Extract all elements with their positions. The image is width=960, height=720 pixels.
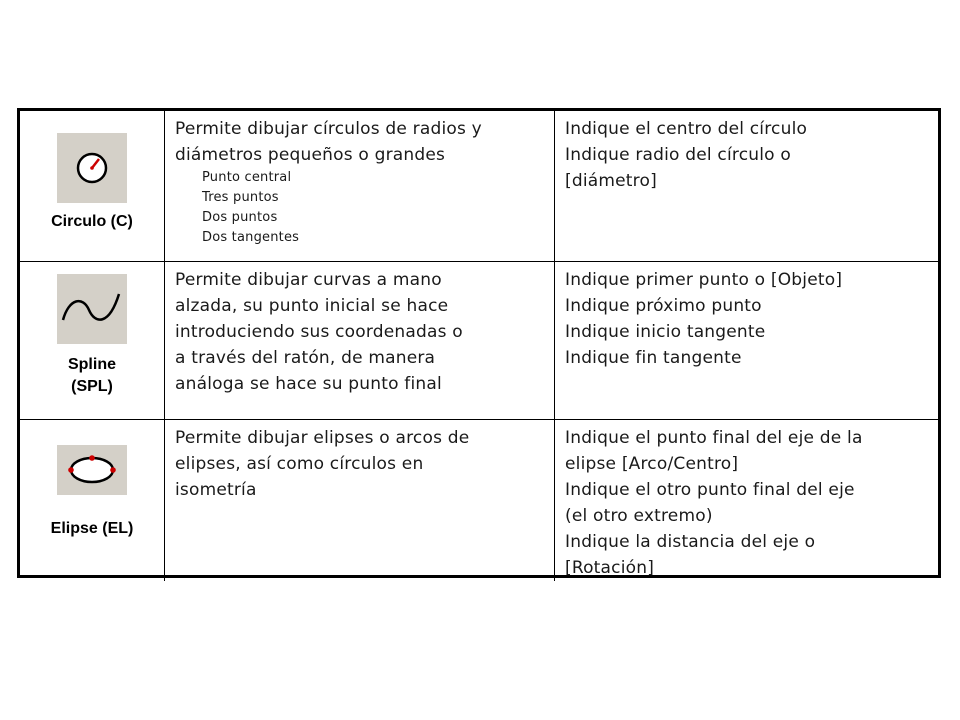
list-item: Tres puntos xyxy=(202,190,279,205)
tool-label-circle: Circulo (C) xyxy=(51,213,133,230)
ellipse-tool-icon xyxy=(57,445,127,495)
prompts-ellipse: Indique el punto final del eje de la elipse [Arco/Centro] Indique el otro punto final del eje (el otro extremo) Indique la distancia del eje o [Rotación] xyxy=(565,428,863,578)
description-circle: Permite dibujar círculos de radios y diámetros pequeños o grandes Punto central Tres puntos Dos puntos Dos tangentes xyxy=(165,111,555,262)
spline-tool-icon xyxy=(57,274,127,344)
tool-label-spline: Spline (SPL) xyxy=(67,356,116,395)
description-ellipse: Permite dibujar elipses o arcos de elipses, así como círculos en isometría xyxy=(165,420,555,581)
tool-label-ellipse: Elipse (EL) xyxy=(50,520,134,537)
list-item: Dos puntos xyxy=(202,210,278,225)
description-spline: Permite dibujar curvas a mano alzada, su punto inicial se hace introduciendo sus coordenadas o a través del ratón, de manera análoga se hace su punto final xyxy=(165,262,555,420)
tool-cell-ellipse xyxy=(20,420,165,581)
prompts-spline: Indique primer punto o [Objeto] Indique próximo punto Indique inicio tangente Indique fin tangente xyxy=(555,262,938,420)
tool-cell-circle xyxy=(20,111,165,262)
tool-cell-spline xyxy=(20,262,165,420)
prompts-circle: Indique el centro del círculo Indique radio del círculo o [diámetro] xyxy=(555,111,938,262)
list-item: Dos tangentes xyxy=(202,230,300,245)
circle-tool-icon xyxy=(57,133,127,203)
commands-table xyxy=(17,108,941,578)
list-item: Punto central xyxy=(202,170,292,185)
circle-options-list xyxy=(175,168,546,248)
